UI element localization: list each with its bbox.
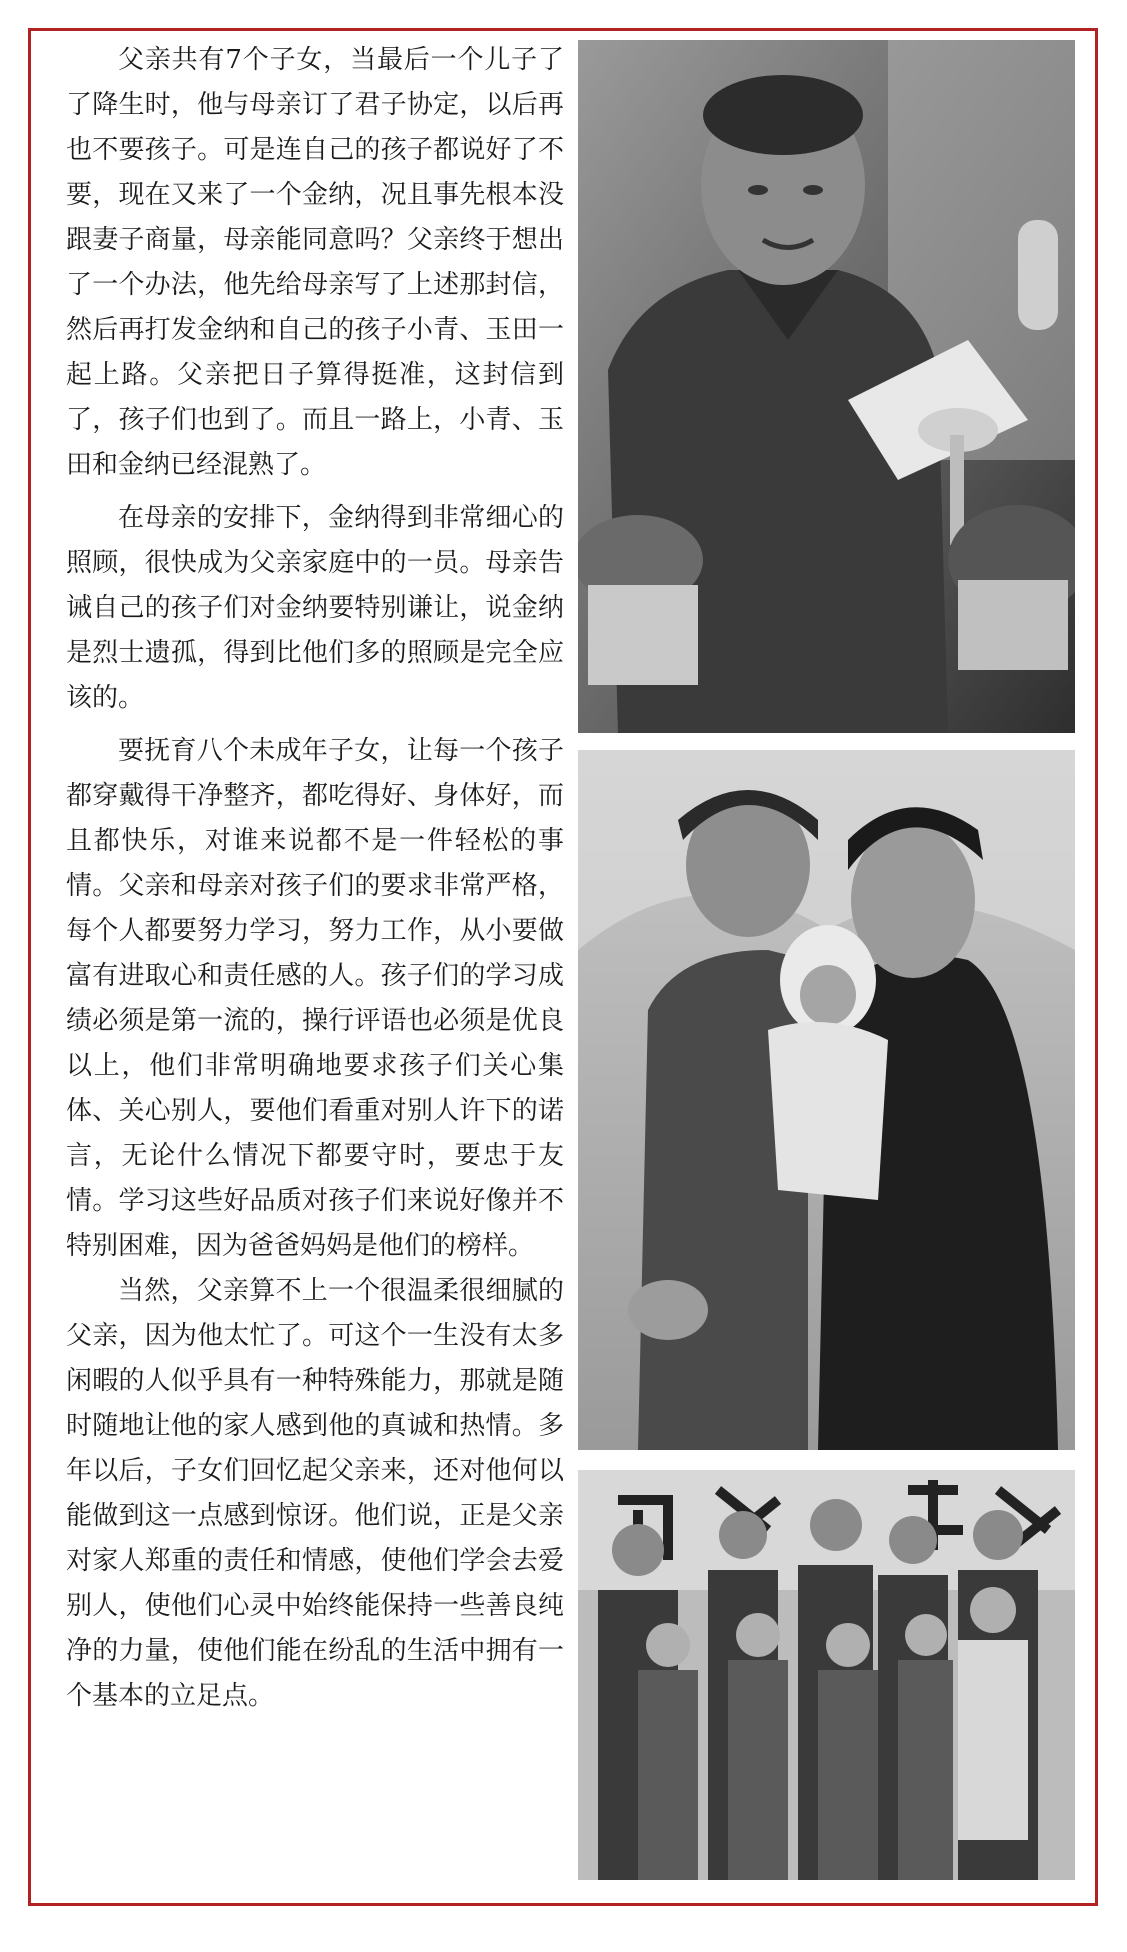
speech-photo-illustration	[578, 40, 1075, 733]
paragraph-3: 要抚育八个未成年子女，让每一个孩子都穿戴得干净整齐，都吃得好、身体好，而且都快乐，对谁来说都不是一件轻松的事情。父亲和母亲对孩子们的要求非常严格，每个人都要努力学习，努力工作，从小要做富有进取心和责任感的人。孩子们的学习成绩必须是第一流的，操行评语也必须是优良以上，他们非常明确地要求孩子们关心集体、关心别人，要他们看重对别人许下的诺言，无论什么情况下都要守时，要忠于友情。学习这些好品质对孩子们来说好像并不特别困难，因为爸爸妈妈是他们的榜样。	[66, 736, 564, 1261]
group-photo-illustration	[578, 1470, 1075, 1880]
paragraph-2: 在母亲的安排下，金纳得到非常细心的照顾，很快成为父亲家庭中的一员。母亲告诫自己的孩子们对金纳要特别谦让，说金纳是烈士遗孤，得到比他们多的照顾是完全应该的。	[66, 503, 564, 713]
photo-speech	[578, 40, 1075, 733]
article-body	[66, 38, 564, 1727]
paragraph-4: 当然，父亲算不上一个很温柔很细腻的父亲，因为他太忙了。可这个一生没有太多闲暇的人似乎具有一种特殊能力，那就是随时随地让他的家人感到他的真诚和热情。多年以后，子女们回忆起父亲来，还对他何以能做到这一点感到惊讶。他们说，正是父亲对家人郑重的责任和情感，使他们学会去爱别人，使他们心灵中始终能保持一些善良纯净的力量，使他们能在纷乱的生活中拥有一个基本的立足点。	[66, 1276, 564, 1711]
photo-family-couple	[578, 750, 1075, 1450]
paragraph-1: 父亲共有7个子女，当最后一个儿子了了降生时，他与母亲订了君子协定，以后再也不要孩子。可是连自己的孩子都说好了不要，现在又来了一个金纳，况且事先根本没跟妻子商量，母亲能同意吗？父亲终于想出了一个办法，他先给母亲写了上述那封信，然后再打发金纳和自己的孩子小青、玉田一起上路。父亲把日子算得挺准，这封信到了，孩子们也到了。而且一路上，小青、玉田和金纳已经混熟了。	[66, 45, 564, 480]
couple-photo-illustration	[578, 750, 1075, 1450]
photo-family-group	[578, 1470, 1075, 1880]
